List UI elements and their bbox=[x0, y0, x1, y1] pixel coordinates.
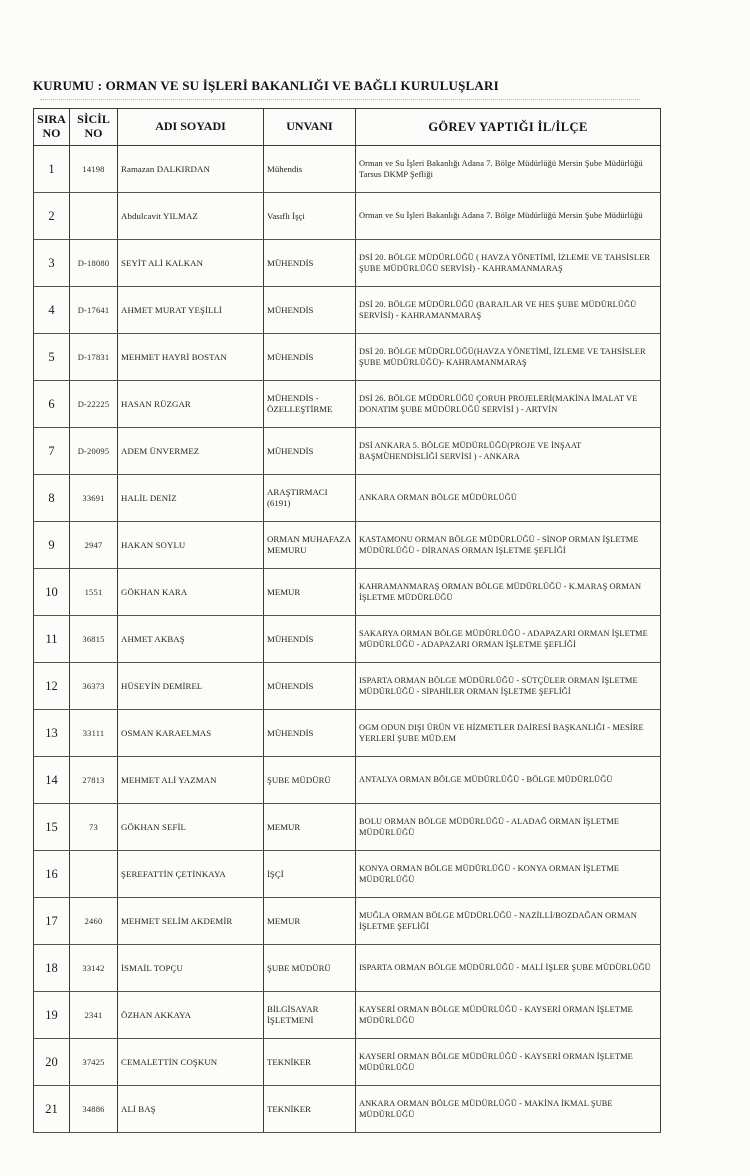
cell-sicil-no: 34886 bbox=[70, 1086, 118, 1133]
cell-sicil-no: 73 bbox=[70, 804, 118, 851]
table-row bbox=[34, 898, 661, 945]
cell-unvani: ORMAN MUHAFAZA MEMURU bbox=[264, 522, 356, 569]
table-row bbox=[34, 522, 661, 569]
cell-unvani: TEKNİKER bbox=[264, 1086, 356, 1133]
cell-gorev-yaptigi-il-ilce: ANKARA ORMAN BÖLGE MÜDÜRLÜĞÜ bbox=[356, 475, 661, 522]
cell-adi-soyadi: MEHMET HAYRİ BOSTAN bbox=[118, 334, 264, 381]
cell-sicil-no: D-22225 bbox=[70, 381, 118, 428]
cell-unvani: Vasıflı İşçi bbox=[264, 193, 356, 240]
cell-unvani: MÜHENDİS bbox=[264, 240, 356, 287]
cell-unvani: BİLGİSAYAR İŞLETMENİ bbox=[264, 992, 356, 1039]
cell-sicil-no: 33691 bbox=[70, 475, 118, 522]
scan-artifact-line bbox=[40, 99, 640, 100]
cell-sira-no: 1 bbox=[34, 146, 70, 193]
cell-sicil-no: 33142 bbox=[70, 945, 118, 992]
cell-sicil-no: 2947 bbox=[70, 522, 118, 569]
cell-sira-no: 13 bbox=[34, 710, 70, 757]
cell-adi-soyadi: CEMALETTİN COŞKUN bbox=[118, 1039, 264, 1086]
cell-sicil-no: D-20095 bbox=[70, 428, 118, 475]
cell-sira-no: 20 bbox=[34, 1039, 70, 1086]
cell-adi-soyadi: OSMAN KARAELMAS bbox=[118, 710, 264, 757]
cell-gorev-yaptigi-il-ilce: DSİ 26. BÖLGE MÜDÜRLÜĞÜ ÇORUH PROJELERİ(MAKİNA İMALAT VE DONATIM ŞUBE MÜDÜRLÜĞÜ SERVİSİ ) - ARTVİN bbox=[356, 381, 661, 428]
cell-unvani: MÜHENDİS - ÖZELLEŞTİRME bbox=[264, 381, 356, 428]
cell-adi-soyadi: GÖKHAN SEFİL bbox=[118, 804, 264, 851]
cell-unvani: MEMUR bbox=[264, 898, 356, 945]
cell-unvani: ŞUBE MÜDÜRÜ bbox=[264, 757, 356, 804]
cell-sira-no: 5 bbox=[34, 334, 70, 381]
cell-unvani: İŞÇİ bbox=[264, 851, 356, 898]
cell-sicil-no: D-17641 bbox=[70, 287, 118, 334]
cell-sira-no: 7 bbox=[34, 428, 70, 475]
cell-sira-no: 17 bbox=[34, 898, 70, 945]
table-row bbox=[34, 287, 661, 334]
cell-unvani: MÜHENDİS bbox=[264, 287, 356, 334]
table-row bbox=[34, 1039, 661, 1086]
cell-gorev-yaptigi-il-ilce: DSİ 20. BÖLGE MÜDÜRLÜĞÜ ( HAVZA YÖNETİMİ, İZLEME VE TAHSİSLER ŞUBE MÜDÜRLÜĞÜ SERVİSİ) - KAHRAMANMARAŞ bbox=[356, 240, 661, 287]
document-title: KURUMU : ORMAN VE SU İŞLERİ BAKANLIĞI VE BAĞLI KURULUŞLARI bbox=[33, 78, 499, 93]
cell-sira-no: 4 bbox=[34, 287, 70, 334]
table-row bbox=[34, 710, 661, 757]
cell-sicil-no: 36373 bbox=[70, 663, 118, 710]
cell-adi-soyadi: GÖKHAN KARA bbox=[118, 569, 264, 616]
cell-unvani: TEKNİKER bbox=[264, 1039, 356, 1086]
cell-gorev-yaptigi-il-ilce: ANTALYA ORMAN BÖLGE MÜDÜRLÜĞÜ - BÖLGE MÜDÜRLÜĞÜ bbox=[356, 757, 661, 804]
cell-sicil-no: 2460 bbox=[70, 898, 118, 945]
cell-adi-soyadi: ÖZHAN AKKAYA bbox=[118, 992, 264, 1039]
cell-adi-soyadi: MEHMET ALİ YAZMAN bbox=[118, 757, 264, 804]
cell-sicil-no: D-17831 bbox=[70, 334, 118, 381]
cell-sicil-no: 36815 bbox=[70, 616, 118, 663]
cell-gorev-yaptigi-il-ilce: KAYSERİ ORMAN BÖLGE MÜDÜRLÜĞÜ - KAYSERİ ORMAN İŞLETME MÜDÜRLÜĞÜ bbox=[356, 1039, 661, 1086]
cell-unvani: MÜHENDİS bbox=[264, 334, 356, 381]
cell-sicil-no: 1551 bbox=[70, 569, 118, 616]
cell-unvani: ARAŞTIRMACI (6191) bbox=[264, 475, 356, 522]
cell-adi-soyadi: Abdulcavit YILMAZ bbox=[118, 193, 264, 240]
cell-sicil-no: 27813 bbox=[70, 757, 118, 804]
cell-sicil-no: 33111 bbox=[70, 710, 118, 757]
cell-sira-no: 21 bbox=[34, 1086, 70, 1133]
column-header-gorev-yaptigi-il-ilce: GÖREV YAPTIĞI İL/İLÇE bbox=[356, 109, 661, 146]
cell-sira-no: 6 bbox=[34, 381, 70, 428]
cell-adi-soyadi: İSMAİL TOPÇU bbox=[118, 945, 264, 992]
cell-gorev-yaptigi-il-ilce: DSİ 20. BÖLGE MÜDÜRLÜĞÜ (BARAJLAR VE HES ŞUBE MÜDÜRLÜĞÜ SERVİSİ) - KAHRAMANMARAŞ bbox=[356, 287, 661, 334]
table-row bbox=[34, 757, 661, 804]
cell-sira-no: 11 bbox=[34, 616, 70, 663]
cell-sira-no: 15 bbox=[34, 804, 70, 851]
cell-sira-no: 19 bbox=[34, 992, 70, 1039]
cell-sicil-no bbox=[70, 851, 118, 898]
cell-adi-soyadi: HAKAN SOYLU bbox=[118, 522, 264, 569]
cell-gorev-yaptigi-il-ilce: DSİ 20. BÖLGE MÜDÜRLÜĞÜ(HAVZA YÖNETİMİ, İZLEME VE TAHSİSLER ŞUBE MÜDÜRLÜĞÜ)- KAHRAMANMARAŞ bbox=[356, 334, 661, 381]
cell-sira-no: 16 bbox=[34, 851, 70, 898]
cell-sicil-no: 14198 bbox=[70, 146, 118, 193]
cell-sira-no: 3 bbox=[34, 240, 70, 287]
table-row bbox=[34, 334, 661, 381]
table-row bbox=[34, 146, 661, 193]
cell-gorev-yaptigi-il-ilce: ISPARTA ORMAN BÖLGE MÜDÜRLÜĞÜ - MALİ İŞLER ŞUBE MÜDÜRLÜĞÜ bbox=[356, 945, 661, 992]
table-header-row bbox=[34, 109, 661, 146]
cell-unvani: ŞUBE MÜDÜRÜ bbox=[264, 945, 356, 992]
cell-gorev-yaptigi-il-ilce: KONYA ORMAN BÖLGE MÜDÜRLÜĞÜ - KONYA ORMAN İŞLETME MÜDÜRLÜĞÜ bbox=[356, 851, 661, 898]
cell-sira-no: 10 bbox=[34, 569, 70, 616]
cell-gorev-yaptigi-il-ilce: MUĞLA ORMAN BÖLGE MÜDÜRLÜĞÜ - NAZİLLİ/BOZDAĞAN ORMAN İŞLETME ŞEFLİĞİ bbox=[356, 898, 661, 945]
cell-sicil-no bbox=[70, 193, 118, 240]
column-header-adi-soyadi: ADI SOYADI bbox=[118, 109, 264, 146]
table-row bbox=[34, 193, 661, 240]
column-header-sicil-no: SİCİL NO bbox=[70, 109, 118, 146]
cell-unvani: MEMUR bbox=[264, 569, 356, 616]
table-row bbox=[34, 428, 661, 475]
table-row bbox=[34, 616, 661, 663]
cell-adi-soyadi: MEHMET SELİM AKDEMİR bbox=[118, 898, 264, 945]
cell-gorev-yaptigi-il-ilce: KASTAMONU ORMAN BÖLGE MÜDÜRLÜĞÜ - SİNOP ORMAN İŞLETME MÜDÜRLÜĞÜ - DİRANAS ORMAN İŞLETME ŞEFLİĞİ bbox=[356, 522, 661, 569]
cell-adi-soyadi: AHMET MURAT YEŞİLLİ bbox=[118, 287, 264, 334]
table-row bbox=[34, 663, 661, 710]
column-header-sira-no: SIRA NO bbox=[34, 109, 70, 146]
cell-unvani: MÜHENDİS bbox=[264, 663, 356, 710]
cell-adi-soyadi: HASAN RÜZGAR bbox=[118, 381, 264, 428]
cell-sira-no: 9 bbox=[34, 522, 70, 569]
cell-gorev-yaptigi-il-ilce: Orman ve Su İşleri Bakanlığı Adana 7. Bölge Müdürlüğü Mersin Şube Müdürlüğü bbox=[356, 193, 661, 240]
cell-sira-no: 12 bbox=[34, 663, 70, 710]
cell-adi-soyadi: Ramazan DALKIRDAN bbox=[118, 146, 264, 193]
cell-adi-soyadi: ALİ BAŞ bbox=[118, 1086, 264, 1133]
table-row bbox=[34, 851, 661, 898]
cell-unvani: Mühendis bbox=[264, 146, 356, 193]
table-row bbox=[34, 240, 661, 287]
table-body bbox=[34, 146, 661, 1133]
cell-adi-soyadi: SEYİT ALİ KALKAN bbox=[118, 240, 264, 287]
cell-gorev-yaptigi-il-ilce: SAKARYA ORMAN BÖLGE MÜDÜRLÜĞÜ - ADAPAZARI ORMAN İŞLETME MÜDÜRLÜĞÜ - ADAPAZARI ORMAN İŞLETME ŞEFLİĞİ bbox=[356, 616, 661, 663]
cell-gorev-yaptigi-il-ilce: BOLU ORMAN BÖLGE MÜDÜRLÜĞÜ - ALADAĞ ORMAN İŞLETME MÜDÜRLÜĞÜ bbox=[356, 804, 661, 851]
table-row bbox=[34, 569, 661, 616]
table-row bbox=[34, 945, 661, 992]
cell-unvani: MÜHENDİS bbox=[264, 616, 356, 663]
cell-adi-soyadi: AHMET AKBAŞ bbox=[118, 616, 264, 663]
cell-sira-no: 2 bbox=[34, 193, 70, 240]
cell-adi-soyadi: ADEM ÜNVERMEZ bbox=[118, 428, 264, 475]
cell-gorev-yaptigi-il-ilce: ISPARTA ORMAN BÖLGE MÜDÜRLÜĞÜ - SÜTÇÜLER ORMAN İŞLETME MÜDÜRLÜĞÜ - SİPAHİLER ORMAN İŞLETME ŞEFLİĞİ bbox=[356, 663, 661, 710]
table-row bbox=[34, 381, 661, 428]
cell-sira-no: 8 bbox=[34, 475, 70, 522]
table-header bbox=[34, 109, 661, 146]
table-row bbox=[34, 804, 661, 851]
cell-unvani: MEMUR bbox=[264, 804, 356, 851]
cell-gorev-yaptigi-il-ilce: DSİ ANKARA 5. BÖLGE MÜDÜRLÜĞÜ(PROJE VE İNŞAAT BAŞMÜHENDİSLİĞİ SERVİSİ ) - ANKARA bbox=[356, 428, 661, 475]
cell-sicil-no: 2341 bbox=[70, 992, 118, 1039]
table-row bbox=[34, 475, 661, 522]
cell-gorev-yaptigi-il-ilce: OGM ODUN DIŞI ÜRÜN VE HİZMETLER DAİRESİ BAŞKANLIĞI - MESİRE YERLERİ ŞUBE MÜD.EM bbox=[356, 710, 661, 757]
cell-adi-soyadi: HÜSEYİN DEMİREL bbox=[118, 663, 264, 710]
cell-sicil-no: 37425 bbox=[70, 1039, 118, 1086]
cell-unvani: MÜHENDİS bbox=[264, 428, 356, 475]
cell-adi-soyadi: HALİL DENİZ bbox=[118, 475, 264, 522]
cell-gorev-yaptigi-il-ilce: KAHRAMANMARAŞ ORMAN BÖLGE MÜDÜRLÜĞÜ - K.MARAŞ ORMAN İŞLETME MÜDÜRLÜĞÜ bbox=[356, 569, 661, 616]
table-row bbox=[34, 992, 661, 1039]
column-header-unvani: UNVANI bbox=[264, 109, 356, 146]
cell-gorev-yaptigi-il-ilce: ANKARA ORMAN BÖLGE MÜDÜRLÜĞÜ - MAKİNA İKMAL ŞUBE MÜDÜRLÜĞÜ bbox=[356, 1086, 661, 1133]
cell-adi-soyadi: ŞEREFATTİN ÇETİNKAYA bbox=[118, 851, 264, 898]
personnel-table bbox=[33, 108, 661, 1133]
cell-sira-no: 18 bbox=[34, 945, 70, 992]
cell-unvani: MÜHENDİS bbox=[264, 710, 356, 757]
cell-sira-no: 14 bbox=[34, 757, 70, 804]
cell-gorev-yaptigi-il-ilce: KAYSERİ ORMAN BÖLGE MÜDÜRLÜĞÜ - KAYSERİ ORMAN İŞLETME MÜDÜRLÜĞÜ bbox=[356, 992, 661, 1039]
table-row bbox=[34, 1086, 661, 1133]
cell-sicil-no: D-18080 bbox=[70, 240, 118, 287]
cell-gorev-yaptigi-il-ilce: Orman ve Su İşleri Bakanlığı Adana 7. Bölge Müdürlüğü Mersin Şube Müdürlüğü Tarsus DKMP Şefliği bbox=[356, 146, 661, 193]
